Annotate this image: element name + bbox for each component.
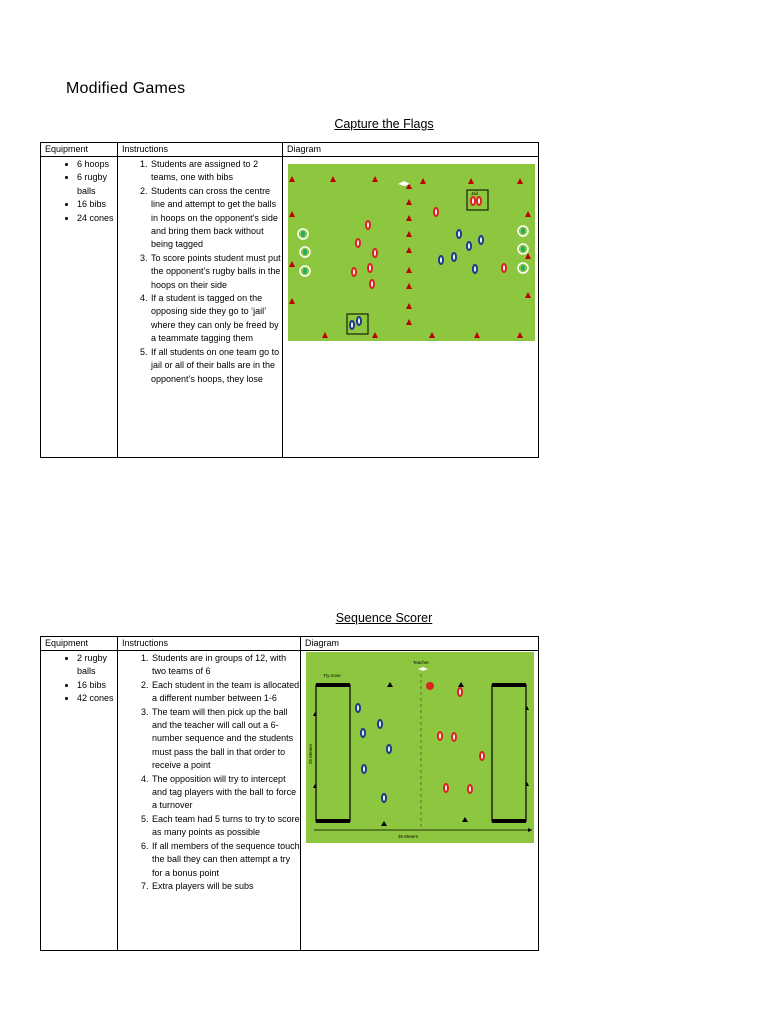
table-header-row	[41, 637, 539, 651]
equipment-cell	[41, 651, 118, 951]
list-item: 3. To score points student must put the opponent’s rugby balls in the hoops on their side	[150, 252, 282, 292]
capture-the-flags-diagram	[288, 164, 536, 342]
tryzone-right-bottom-line	[492, 819, 526, 823]
equipment-list	[41, 158, 117, 225]
table-header-row	[41, 143, 539, 157]
list-item: 4. The opposition will try to intercept and tag players with the ball to force a turnover	[151, 773, 300, 813]
list-item: • 6 rugby balls	[77, 171, 117, 198]
diagram-header: Diagram	[301, 637, 539, 651]
list-item: • 6 hoops	[77, 158, 117, 171]
list-item: 5. Each team had 5 turns to try to score as many points as possible	[151, 813, 300, 840]
table-row	[41, 157, 539, 458]
list-item: 7. Extra players will be subs	[151, 880, 300, 893]
jail-label: Jail	[471, 191, 478, 196]
equipment-header: Equipment	[41, 637, 118, 651]
width-label: 35 Meters	[398, 834, 419, 839]
list-item: • 16 bibs	[77, 679, 117, 692]
list-item: • 24 cones	[77, 212, 117, 225]
list-item: • 2 rugby balls	[77, 652, 117, 679]
tryzone-label: Try-zone	[323, 673, 341, 678]
equipment-header: Equipment	[41, 143, 118, 157]
equipment-list	[41, 652, 117, 706]
height-label: 25 Meters	[308, 743, 313, 764]
tryzone-right-top-line	[492, 683, 526, 687]
instructions-cell	[118, 651, 301, 951]
game-title-capture-the-flags: Capture the Flags	[334, 117, 434, 131]
instructions-header: Instructions	[118, 637, 301, 651]
field	[306, 652, 534, 843]
diagram-cell	[301, 651, 539, 951]
list-item: 4. If a student is tagged on the opposing side they go to ‘jail’ where they can only be freed by a teammate tagging them	[150, 292, 282, 346]
sequence-scorer-diagram	[306, 652, 534, 844]
table-row	[41, 651, 539, 951]
list-item: 2. Students can cross the centre line and attempt to get the balls in hoops on the opponent’s side and bring them back without being tagged	[150, 185, 282, 252]
rugby-ball-icon	[426, 682, 434, 690]
list-item: • 42 cones	[77, 692, 117, 705]
teacher-label: Teacher	[413, 660, 430, 665]
list-item: 5. If all students on one team go to jail or all of their balls are in the opponent’s hoops, they lose	[150, 346, 282, 386]
instructions-list	[118, 652, 300, 893]
instructions-cell	[118, 157, 283, 458]
list-item: 6. If all members of the sequence touch the ball they can then attempt a try for a bonus point	[151, 840, 300, 880]
list-item: 2. Each student in the team is allocated a different number between 1-6	[151, 679, 300, 706]
tryzone-left-bottom-line	[316, 819, 350, 823]
diagram-header: Diagram	[283, 143, 539, 157]
capture-the-flags-table	[40, 142, 539, 458]
tryzone-left-top-line	[316, 683, 350, 687]
instructions-list	[118, 158, 282, 386]
list-item: 3. The team will then pick up the ball and the teacher will call out a 6-number sequence and the students must pass the ball in that order to receive a point	[151, 706, 300, 773]
game-title-sequence-scorer: Sequence Scorer	[335, 611, 433, 625]
list-item: 1. Students are assigned to 2 teams, one with bibs	[150, 158, 282, 185]
sequence-scorer-table	[40, 636, 539, 951]
equipment-cell	[41, 157, 118, 458]
diagram-cell	[283, 157, 539, 458]
list-item: 1. Students are in groups of 12, with two teams of 6	[151, 652, 300, 679]
list-item: • 16 bibs	[77, 198, 117, 211]
page-title: Modified Games	[66, 80, 186, 97]
instructions-header: Instructions	[118, 143, 283, 157]
